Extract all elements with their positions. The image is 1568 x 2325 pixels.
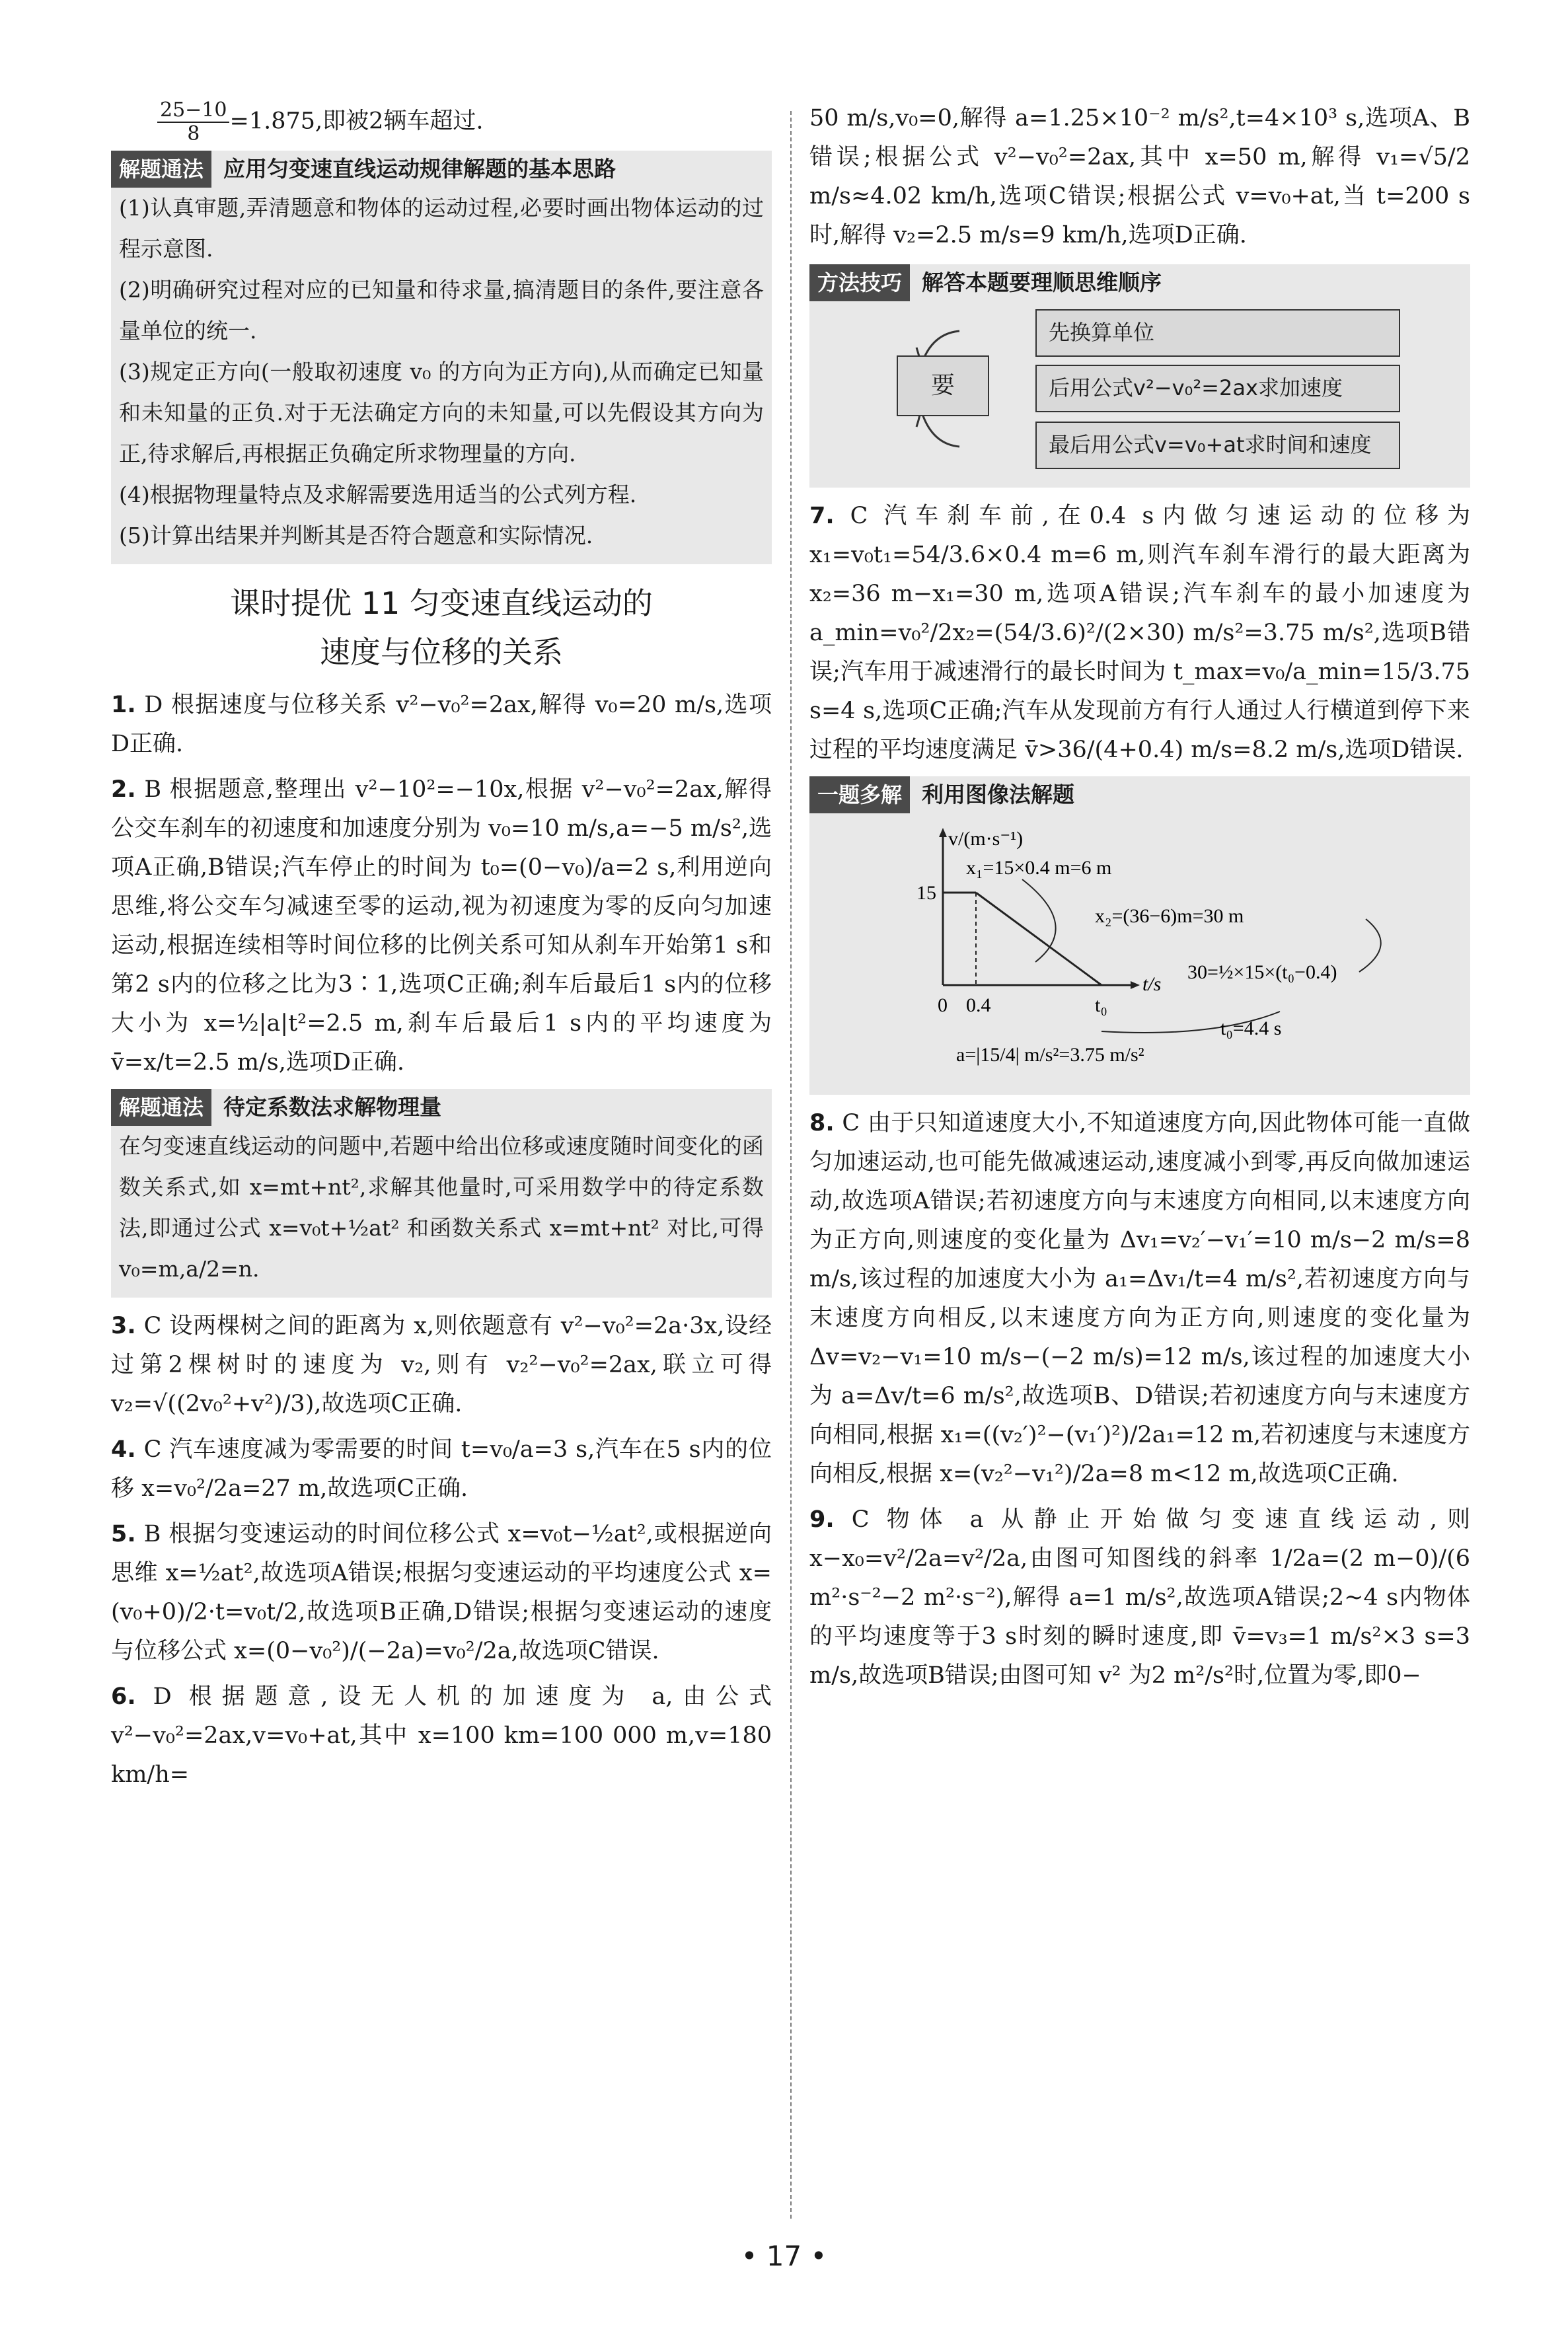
page-number: • 17 •	[741, 2240, 827, 2272]
x-axis-label: t/s	[1142, 973, 1162, 995]
tip-line: (3)规定正方向(一般取初速度 v₀ 的方向为正方向),从而确定已知量和未知量的正负.对于无法确定方向的未知量,可以先假设其方向为正,待求解后,再根据正负确定所求物理量的方向.	[119, 359, 764, 466]
column-divider	[790, 111, 792, 2219]
mind-branch: 最后用公式v=v₀+at求时间和速度	[1035, 422, 1400, 469]
graph-title: 利用图像法解题	[922, 782, 1075, 807]
y-tick-15: 15	[916, 882, 936, 904]
tip-line: (4)根据物理量特点及求解需要选用适当的公式列方程.	[119, 482, 637, 507]
graph-box	[809, 776, 1470, 1095]
answer-item: 6. D 根据题意,设无人机的加速度为 a,由公式 v²−v₀²=2ax,v=v₀+at,其中 x=100 km=100 000 m,v=180 km/h=	[111, 1683, 772, 1788]
tip-box-1	[111, 151, 772, 564]
left-column	[111, 99, 772, 1801]
tip-line: (5)计算出结果并判断其是否符合题意和实际情况.	[119, 523, 593, 548]
method-tag: 方法技巧	[809, 264, 910, 301]
label-t0: t₀=4.4 s	[1220, 1017, 1282, 1039]
continued-text: 50 m/s,v₀=0,解得 a=1.25×10⁻² m/s²,t=4×10³ s,选项A、B错误;根据公式 v²−v₀²=2ax,其中 x=50 m,解得 v₁=√5/2 m/s≈4.02 km/h,选项C错误;根据公式 v=v₀+at,当 t=200 s时,解得 v₂=2.5 m/s=9 km/h,选项D正确.	[809, 105, 1470, 248]
method-box	[809, 264, 1470, 488]
y-axis-arrow	[939, 828, 947, 837]
velocity-decel-line	[976, 893, 1101, 985]
answer-item: 7. C 汽车刹车前,在0.4 s内做匀速运动的位移为 x₁=v₀t₁=54/3.6×0.4 m=6 m,则汽车刹车滑行的最大距离为 x₂=36 m−x₁=30 m,选项A错误;汽车刹车的最小加速度为 a_min=v₀²/2x₂=(54/3.6)²/(2×30) m/s²=3.75 m/s²,选项B错误;汽车用于减速滑行的最长时间为 t_max=v₀/a_min=15/3.75 s=4 s,选项C正确;汽车从发现前方有行人通过人行横道到停下来过程的平均速度满足 v̄>36/(4+0.4) m/s=8.2 m/s,选项D错误.	[809, 503, 1470, 763]
method-title: 解答本题要理顺思维顺序	[922, 270, 1162, 295]
intro-fraction: $\frac{25-10}{8}$	[157, 99, 229, 145]
label-x2: x₂=(36−6)m=30 m	[1095, 905, 1244, 927]
label-acceleration: a=|15/4| m/s²=3.75 m/s²	[956, 1044, 1144, 1066]
mind-branch: 先换算单位	[1035, 309, 1400, 357]
tip-box-2	[111, 1089, 772, 1298]
tip-title: 应用匀变速直线运动规律解题的基本思路	[223, 156, 616, 182]
tip-line: 在匀变速直线运动的问题中,若题中给出位移或速度随时间变化的函数关系式,如 x=mt+nt²,求解其他量时,可采用数学中的待定系数法,即通过公式 x=v₀t+½at² 和函数关系式 x=mt+nt² 对比,可得 v₀=m,a/2=n.	[119, 1133, 764, 1282]
mind-map	[817, 301, 1462, 474]
tip-tag: 解题通法	[111, 1089, 211, 1126]
tip-line: (1)认真审题,弄清题意和物体的运动过程,必要时画出物体运动的过程示意图.	[119, 195, 764, 262]
intro-line: $\frac{25-10}{8}$ =1.875,即被2辆车超过.	[157, 99, 772, 145]
mind-root-box: 要	[897, 355, 989, 416]
arrow-x2	[1022, 879, 1056, 962]
vt-graph-svg	[817, 813, 1462, 1078]
answer-item: 3. C 设两棵树之间的距离为 x,则依题意有 v²−v₀²=2a·3x,设经过第2棵树时的速度为 v₂,则有 v₂²−v₀²=2ax,联立可得 v₂=√((2v₀²+v²)/3),故选项C正确.	[111, 1313, 772, 1417]
answer-item: 1. D 根据速度与位移关系 v²−v₀²=2ax,解得 v₀=20 m/s,选项D正确.	[111, 692, 772, 757]
x-tick-04: 0.4	[966, 994, 991, 1016]
right-column	[809, 99, 1470, 1702]
vt-graph	[817, 813, 1462, 1078]
label-equation: 30=½×15×(t₀−0.4)	[1187, 961, 1337, 983]
x-tick-0: 0	[938, 994, 948, 1016]
answer-item: 8. C 由于只知道速度大小,不知道速度方向,因此物体可能一直做匀加速运动,也可能先做减速运动,速度减小到零,再反向做加速运动,故选项A错误;若初速度方向与末速度方向相同,以末速度方向为正方向,则速度的变化量为 Δv₁=v₂′−v₁′=10 m/s−2 m/s=8 m/s,该过程的加速度大小为 a₁=Δv₁/t=4 m/s²,若初速度方向与末速度方向相反,以末速度方向为正方向,则速度的变化量为 Δv=v₂−v₁=10 m/s−(−2 m/s)=12 m/s,该过程的加速度大小为 a=Δv/t=6 m/s²,故选项B、D错误;若初速度方向与末速度方向相同,根据 x₁=((v₂′)²−(v₁′)²)/2a₁=12 m,若初速度与末速度方向相反,根据 x=(v₂²−v₁²)/2a=8 m<12 m,故选项C正确.	[809, 1110, 1470, 1487]
arrow-eq	[1359, 919, 1381, 972]
mind-branch: 后用公式v²−v₀²=2ax求加速度	[1035, 365, 1400, 412]
label-x1: x₁=15×0.4 m=6 m	[966, 857, 1112, 879]
answer-item: 9. C 物体 a 从静止开始做匀变速直线运动,则 x−x₀=v²/2a=v²/2a,由图可知图线的斜率 1/2a=(2 m−0)/(6 m²·s⁻²−2 m²·s⁻²),解得 a=1 m/s²,故选项A错误;2~4 s内物体的平均速度等于3 s时刻的瞬时速度,即 v̄=v₃=1 m/s²×3 s=3 m/s,故选项B错误;由图可知 v² 为2 m²/s²时,位置为零,即0−	[809, 1506, 1470, 1689]
y-axis-label: v/(m·s⁻¹)	[948, 828, 1024, 850]
graph-tag: 一题多解	[809, 776, 910, 813]
answer-item: 5. B 根据匀变速运动的时间位移公式 x=v₀t−½at²,或根据逆向思维 x=½at²,故选项A错误;根据匀变速运动的平均速度公式 x=(v₀+0)/2·t=v₀t/2,故选项B正确,D错误;根据匀变速运动的速度与位移公式 x=(0−v₀²)/(−2a)=v₀²/2a,故选项C错误.	[111, 1521, 772, 1664]
answer-item: 4. C 汽车速度减为零需要的时间 t=v₀/a=3 s,汽车在5 s内的位移 x=v₀²/2a=27 m,故选项C正确.	[111, 1436, 772, 1502]
x-tick-t0: t₀	[1095, 994, 1107, 1016]
tip-line: (2)明确研究过程对应的已知量和待求量,搞清题目的条件,要注意各量单位的统一.	[119, 277, 764, 344]
tip-tag: 解题通法	[111, 151, 211, 188]
section-title: 课时提优 11 匀变速直线运动的 速度与位移的关系	[230, 585, 653, 670]
answer-item: 2. B 根据题意,整理出 v²−10²=−10x,根据 v²−v₀²=2ax,解得公交车刹车的初速度和加速度分别为 v₀=10 m/s,a=−5 m/s²,选项A正确,B错误;汽车停止的时间为 t₀=(0−v₀)/a=2 s,利用逆向思维,将公交车匀减速至零的运动,视为初速度为零的反向匀加速运动,根据连续相等时间位移的比例关系可知从刹车开始第1 s和第2 s内的位移之比为3∶1,选项C正确;刹车后最后1 s内的位移大小为 x=½|a|t²=2.5 m,刹车后最后1 s内的平均速度为 v̄=x/t=2.5 m/s,选项D正确.	[111, 776, 772, 1076]
tip-title: 待定系数法求解物理量	[223, 1094, 442, 1120]
x-axis-arrow	[1131, 981, 1140, 989]
